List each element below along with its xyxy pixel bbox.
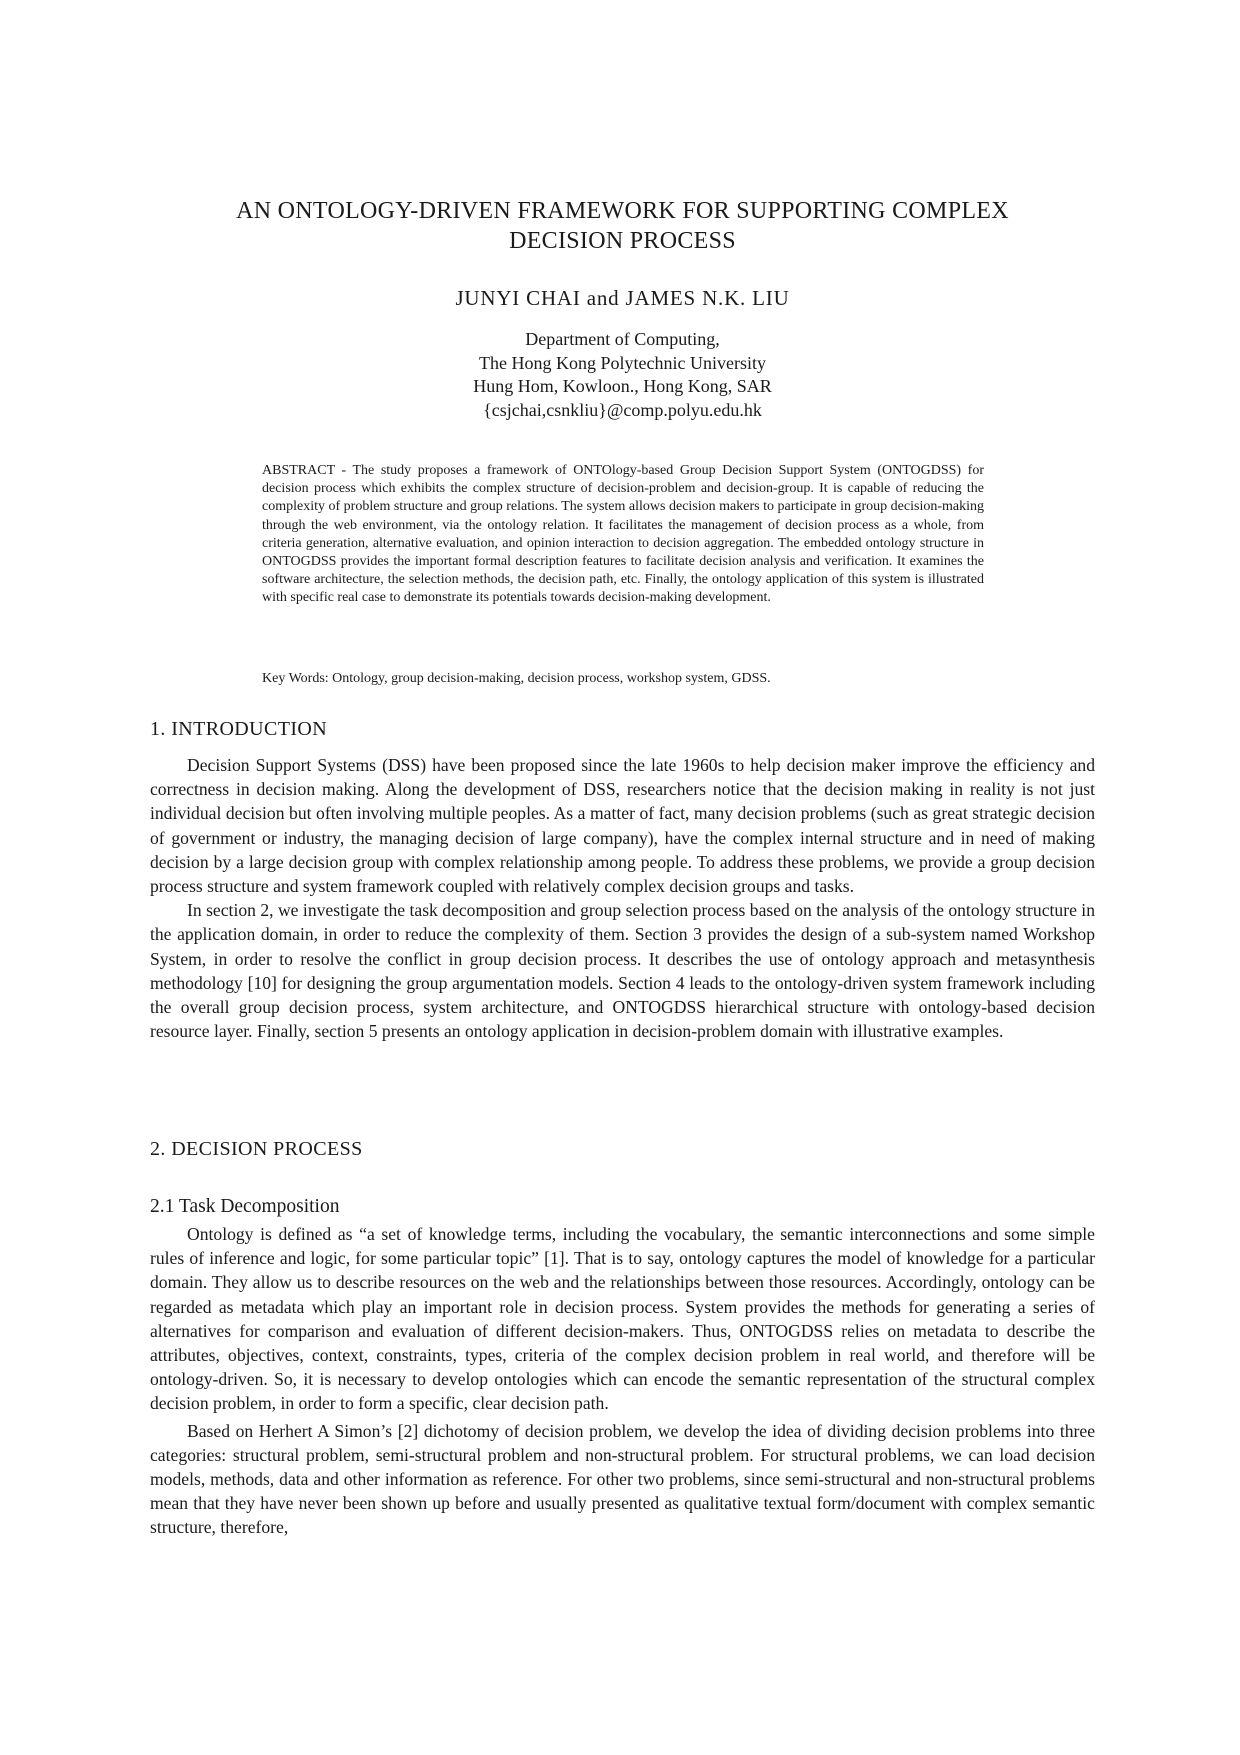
section-1-heading: 1. INTRODUCTION (150, 718, 328, 740)
keywords: Key Words: Ontology, group decision-making, decision process, workshop system, GDSS. (262, 671, 771, 686)
paragraph: Based on Herhert A Simon’s [2] dichotomy of decision problem, we develop the idea of dividing decision problems into three categories: structural problem, semi-structural problem and non-structural problem. For structural problems, we can load decision models, methods, data and other information as reference. For other two problems, since semi-structural and non-structural problems mean that they have never been shown up before and usually presented as qualitative textual form/document with complex semantic structure, therefore, (150, 1420, 1095, 1538)
section-2-heading: 2. DECISION PROCESS (150, 1138, 363, 1160)
affiliation-address: Hung Hom, Kowloon., Hong Kong, SAR (473, 376, 772, 396)
author-affiliation (150, 328, 1095, 422)
paper-authors: JUNYI CHAI and JAMES N.K. LIU (455, 286, 790, 310)
title-line-1: AN ONTOLOGY-DRIVEN FRAMEWORK FOR SUPPORTING COMPLEX (236, 198, 1009, 224)
abstract: ABSTRACT - The study proposes a framework of ONTOlogy-based Group Decision Support System (ONTOGDSS) for decision process which exhibits the complex structure of decision-problem and decision-group. It is capable of reducing the complexity of problem structure and group relations. The system allows decision makers to participate in group decision-making through the web environment, via the ontology relation. It facilitates the management of decision process as a whole, from criteria generation, alternative evaluation, and opinion interaction to decision aggregation. The embedded ontology structure in ONTOGDSS provides the important formal description features to facilitate decision analysis and verification. It examines the software architecture, the selection methods, the decision path, etc. Finally, the ontology application of this system is illustrated with specific real case to demonstrate its potentials towards decision-making development. (262, 463, 984, 606)
subsection-2-1-heading: 2.1 Task Decomposition (150, 1196, 340, 1217)
paragraph: Decision Support Systems (DSS) have been proposed since the late 1960s to help decision maker improve the efficiency and correctness in decision making. Along the development of DSS, researchers notice that the decision making in reality is not just individual decision but often involving multiple peoples. As a matter of fact, many decision problems (such as great strategic decision of government or industry, the managing decision of large company), have the complex internal structure and in need of making decision by a large decision group with complex relationship among people. To address these problems, we provide a group decision process structure and system framework coupled with relatively complex decision groups and tasks. (150, 755, 1095, 897)
paragraph: Ontology is defined as “a set of knowledge terms, including the vocabulary, the semantic interconnections and some simple rules of inference and logic, for some particular topic” [1]. That is to say, ontology captures the model of knowledge for a particular domain. They allow us to describe resources on the web and the relationships between those resources. Accordingly, ontology can be regarded as metadata which play an important role in decision process. System provides the methods for generating a series of alternatives for comparison and evaluation of different decision-makers. Thus, ONTOGDSS relies on metadata to describe the attributes, objectives, context, constraints, types, criteria of the complex decision problem in real world, and therefore will be ontology-driven. So, it is necessary to develop ontologies which can encode the semantic representation of the structural complex decision problem, in order to form a specific, clear decision path. (150, 1224, 1095, 1414)
affiliation-department: Department of Computing, (525, 329, 720, 349)
title-line-2: DECISION PROCESS (509, 228, 736, 254)
section-1-body (150, 753, 1095, 1043)
subsection-2-1-body (150, 1222, 1095, 1540)
affiliation-university: The Hong Kong Polytechnic University (479, 352, 766, 373)
paragraph: In section 2, we investigate the task decomposition and group selection process based on the analysis of the ontology structure in the application domain, in order to reduce the complexity of them. Section 3 provides the design of a sub-system named Workshop System, in order to resolve the conflict in group decision process. It describes the use of ontology approach and metasynthesis methodology [10] for designing the group argumentation models. Section 4 leads to the ontology-driven system framework including the overall group decision process, system architecture, and ONTOGDSS hierarchical structure with ontology-based decision resource layer. Finally, section 5 presents an ontology application in decision-problem domain with illustrative examples. (150, 900, 1095, 1042)
paper-title (150, 196, 1095, 256)
affiliation-email: {csjchai,csnkliu}@comp.polyu.edu.hk (483, 399, 762, 420)
